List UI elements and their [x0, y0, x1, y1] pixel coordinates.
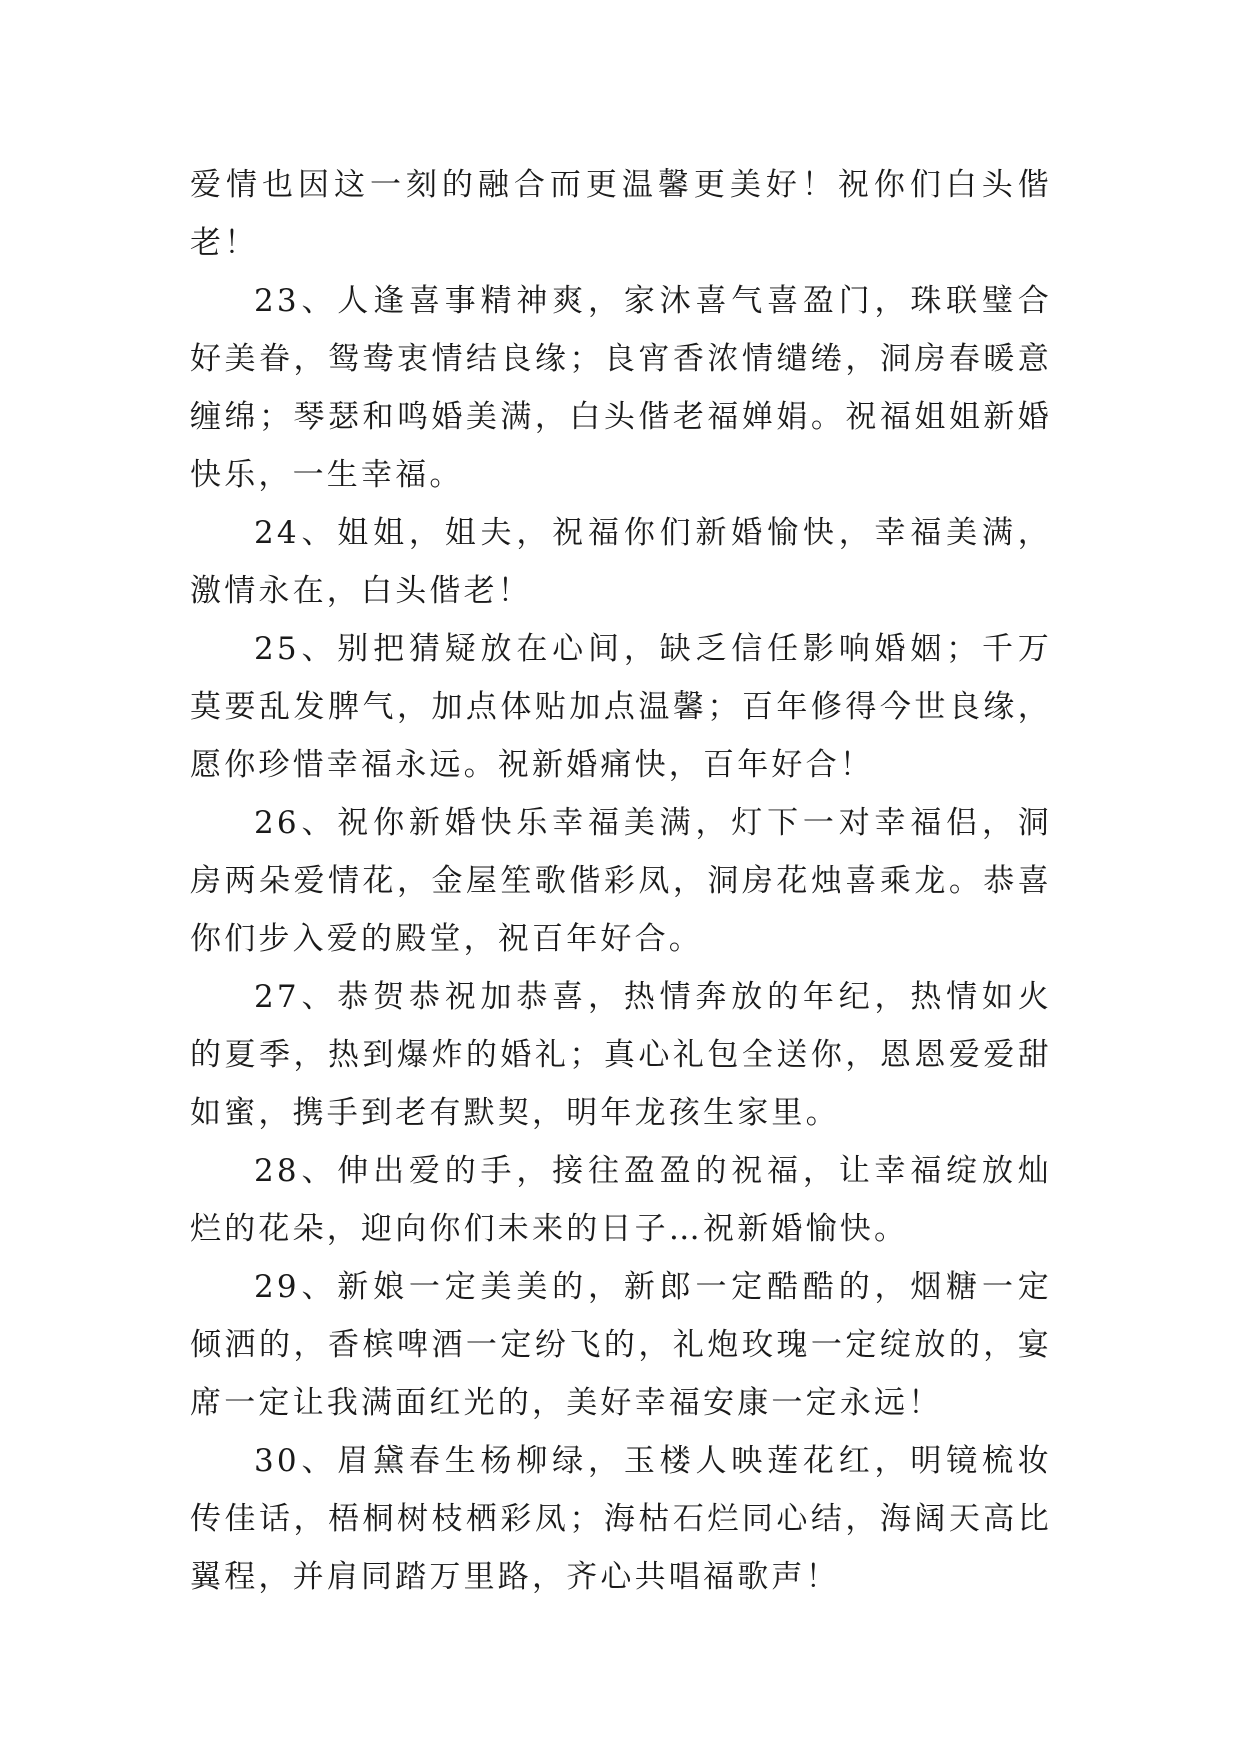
paragraph: 26、祝你新婚快乐幸福美满，灯下一对幸福侣，洞房两朵爱情花，金屋笙歌偕彩凤，洞房花烛喜乘龙。恭喜你们步入爱的殿堂，祝百年好合。: [190, 805, 1052, 957]
paragraph: 爱情也因这一刻的融合而更温馨更美好！祝你们白头偕老！: [190, 167, 1052, 261]
document-body: [190, 156, 1052, 1606]
paragraph: 30、眉黛春生杨柳绿，玉楼人映莲花红，明镜梳妆传佳话，梧桐树枝栖彩凤；海枯石烂同心结，海阔天高比翼程，并肩同踏万里路，齐心共唱福歌声！: [190, 1443, 1052, 1595]
paragraph: 29、新娘一定美美的，新郎一定酷酷的，烟糖一定倾洒的，香槟啤酒一定纷飞的，礼炮玫瑰一定绽放的，宴席一定让我满面红光的，美好幸福安康一定永远！: [190, 1269, 1052, 1421]
paragraph: 27、恭贺恭祝加恭喜，热情奔放的年纪，热情如火的夏季，热到爆炸的婚礼；真心礼包全送你，恩恩爱爱甜如蜜，携手到老有默契，明年龙孩生家里。: [190, 979, 1052, 1131]
paragraph: 23、人逢喜事精神爽，家沐喜气喜盈门，珠联璧合好美眷，鸳鸯衷情结良缘；良宵香浓情缱绻，洞房春暖意缠绵；琴瑟和鸣婚美满，白头偕老福婵娟。祝福姐姐新婚快乐，一生幸福。: [190, 283, 1052, 493]
paragraph: 28、伸出爱的手，接往盈盈的祝福，让幸福绽放灿烂的花朵，迎向你们未来的日子…祝新婚愉快。: [190, 1153, 1052, 1247]
paragraph: 24、姐姐，姐夫，祝福你们新婚愉快，幸福美满，激情永在，白头偕老！: [190, 515, 1052, 609]
paragraph: 25、别把猜疑放在心间，缺乏信任影响婚姻；千万莫要乱发脾气，加点体贴加点温馨；百年修得今世良缘，愿你珍惜幸福永远。祝新婚痛快，百年好合！: [190, 631, 1052, 783]
